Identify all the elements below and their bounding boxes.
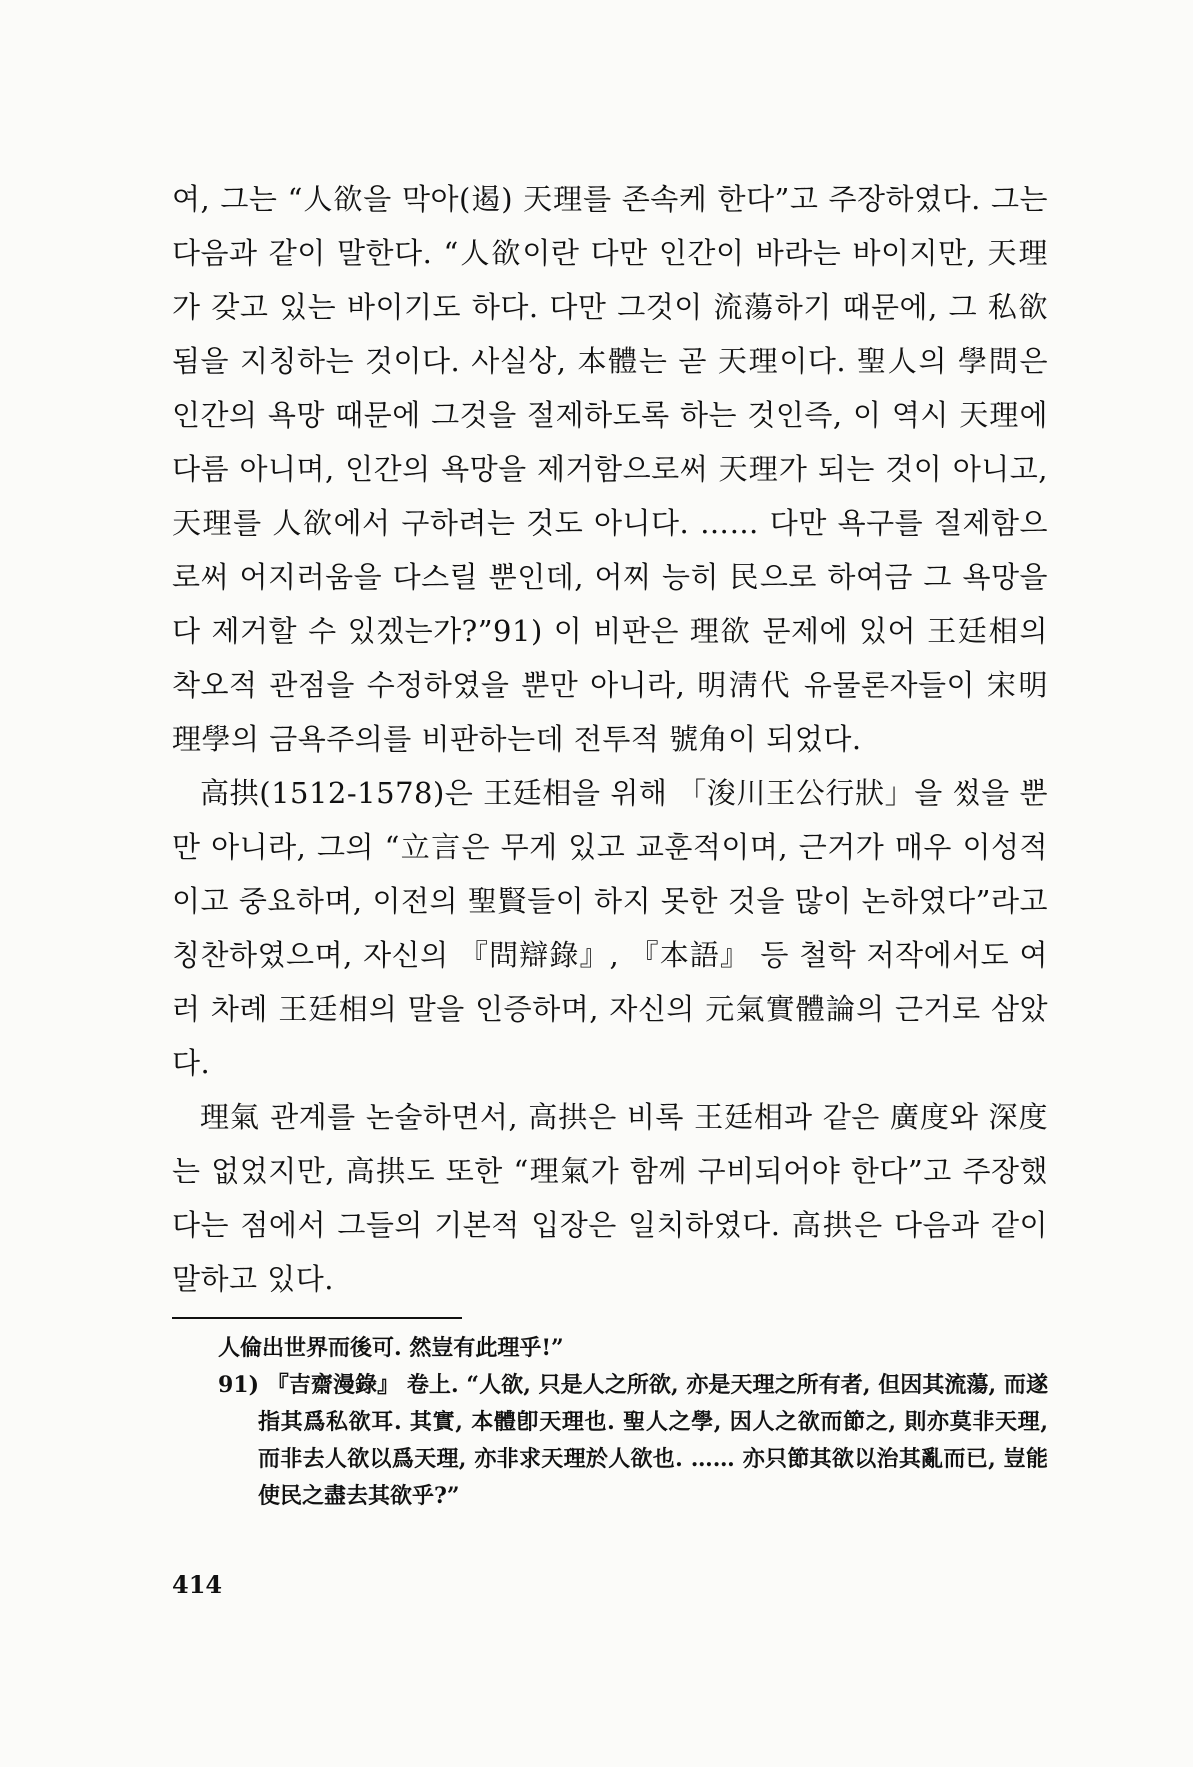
footnote-continuation: 人倫出世界而後可. 然豈有此理乎!” [218, 1335, 564, 1361]
footnote-divider [172, 1317, 462, 1319]
paragraph-3: 理氣 관계를 논술하면서, 高拱은 비록 王廷相과 같은 廣度와 深度는 없었지만, 高拱도 또한 “理氣가 함께 구비되어야 한다”고 주장했다는 점에서 그들의 기본적 입장은 일치하였다. 高拱은 다음과 같이 말하고 있다. [172, 1100, 1048, 1296]
footnote-91: 91) 『吉齋漫錄』 卷上. “人欲, 只是人之所欲, 亦是天理之所有者, 但因其流蕩, 而遂指其爲私欲耳. 其實, 本體卽天理也. 聖人之學, 因人之欲而節之, 則亦莫非天理, 而非去人欲以爲天理, 亦非求天理於人欲也. …… 亦只節其欲以治其亂而已, 豈能使民之盡去其欲乎?” [218, 1372, 1048, 1509]
paragraph-2: 高拱(1512-1578)은 王廷相을 위해 「浚川王公行狀」을 썼을 뿐만 아니라, 그의 “立言은 무게 있고 교훈적이며, 근거가 매우 이성적이고 중요하며, 이전의 聖賢들이 하지 못한 것을 많이 논하였다”라고 칭찬하였으며, 자신의 『問辯錄』, 『本語』 등 철학 저작에서도 여러 차례 王廷相의 말을 인증하며, 자신의 元氣實體論의 근거로 삼았다. [172, 776, 1048, 1080]
paragraph-1: 여, 그는 “人欲을 막아(遏) 天理를 존속케 한다”고 주장하였다. 그는 다음과 같이 말한다. “人欲이란 다만 인간이 바라는 바이지만, 天理가 갖고 있는 바이기도 하다. 다만 그것이 流蕩하기 때문에, 그 私欲됨을 지칭하는 것이다. 사실상, 本體는 곧 天理이다. 聖人의 學問은 인간의 욕망 때문에 그것을 절제하도록 하는 것인즉, 이 역시 天理에 다름 아니며, 인간의 욕망을 제거함으로써 天理가 되는 것이 아니고, 天理를 人欲에서 구하려는 것도 아니다. …… 다만 욕구를 절제함으로써 어지러움을 다스릴 뿐인데, 어찌 능히 民으로 하여금 그 욕망을 다 제거할 수 있겠는가?”91) 이 비판은 理欲 문제에 있어 王廷相의 착오적 관점을 수정하였을 뿐만 아니라, 明淸代 유물론자들이 宋明理學의 금욕주의를 비판하는데 전투적 號角이 되었다. [172, 182, 1048, 756]
page-number: 414 [172, 1570, 223, 1599]
main-text [172, 172, 1048, 1306]
footnotes [218, 1330, 1048, 1515]
